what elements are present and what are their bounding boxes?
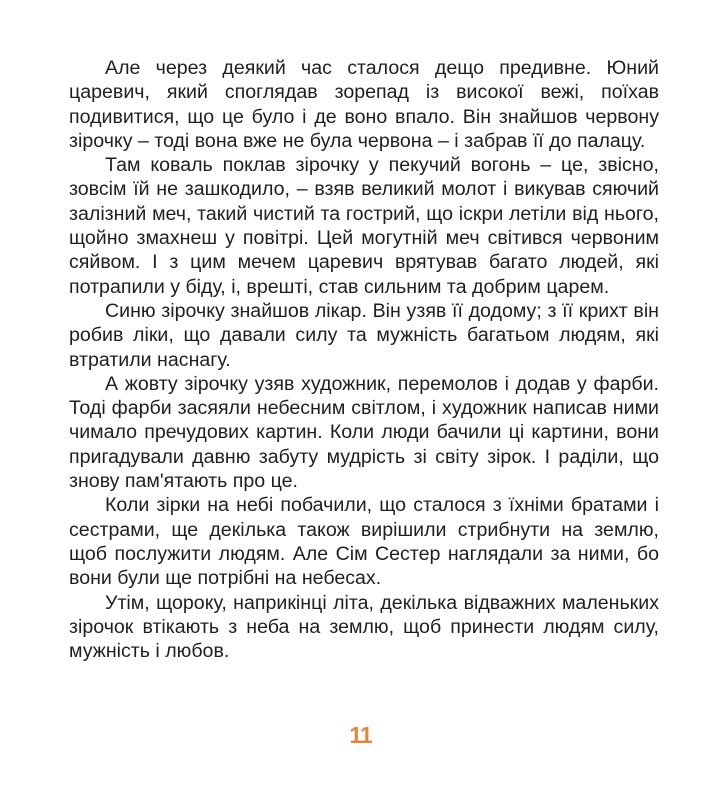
page-number: 11 [349, 722, 372, 748]
paragraph-6: Утім, щороку, наприкінці літа, декілька відважних маленьких зірочок втікають з неба на землю, щоб принести людям силу, мужність і любов. [69, 591, 659, 663]
paragraph-4: А жовту зірочку узяв художник, перемолов і додав у фарби. Тоді фарби засяяли небесним світлом, і художник написав ними чимало пречудових картин. Коли люди бачили ці картини, вони пригадували давню забуту мудрість зі світу зірок. І раділи, що знову пам'ятають про це. [69, 372, 659, 493]
paragraph-2: Там коваль поклав зірочку у пекучий вогонь – це, звісно, зовсім їй не зашкодило, – взяв великий молот і викував сяючий залізний меч, такий чистий та гострий, що іскри летіли від нього, щойно змахнеш у повітрі. Цей могутній меч світився червоним сяйвом. І з цим мечем царевич врятував багато людей, які потрапили у біду, і, врешті, став сильним та добрим царем. [69, 154, 659, 298]
paragraph-5: Коли зірки на небі побачили, що сталося з їхніми братами і сестрами, ще декілька також вирішили стрибнути на землю, щоб послужити людям. Але Сім Сестер наглядали за ними, бо вони були ще потрібні на небесах. [69, 494, 659, 590]
paragraph-3: Синю зірочку знайшов лікар. Він узяв її додому; з її крихт він робив ліки, що давали силу та мужність багатьом людям, які втратили наснагу. [69, 299, 659, 371]
paragraph-1: Але через деякий час сталося дещо предивне. Юний царевич, який споглядав зорепад із високої вежі, поїхав подивитися, що це було і де воно впало. Він знайшов червону зірочку – тоді вона вже не була червона – і забрав її до палацу. [69, 57, 659, 152]
story-text [69, 56, 659, 663]
